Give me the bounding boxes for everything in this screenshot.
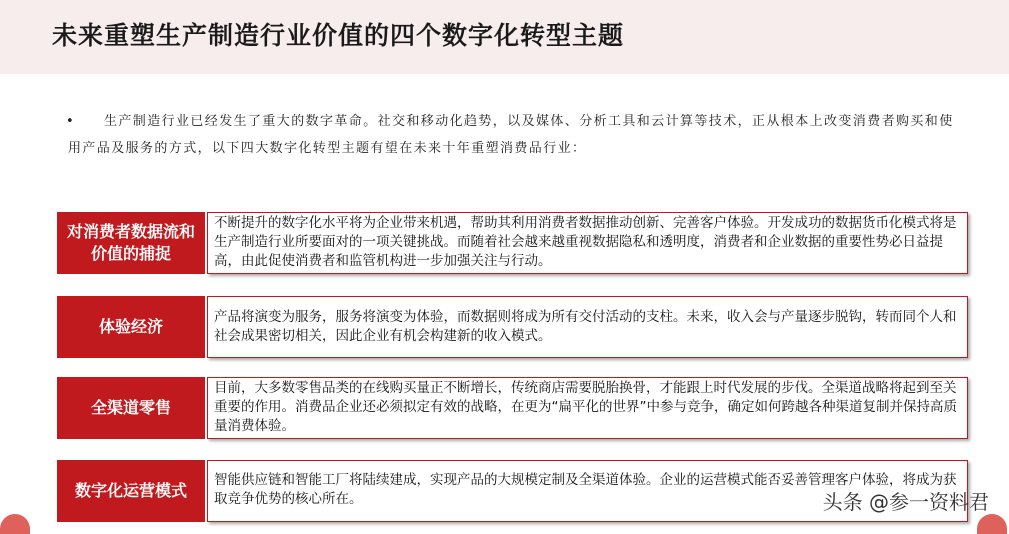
intro-text: 生产制造行业已经发生了重大的数字革命。社交和移动化趋势，以及媒体、分析工具和云计算等技术，正从根本上改变消费者购买和使用产品及服务的方式，以下四大数字化转型主题有望在未来十年重塑消费品行业： bbox=[68, 114, 954, 156]
theme-label-text: 体验经济 bbox=[98, 317, 163, 336]
theme-description: 不断提升的数字化水平将为企业带来机遇，帮助其利用消费者数据推动创新、完善客户体验。开发成功的数据货币化模式将是生产制造行业所要面对的一项关键挑战。而随着社会越来越重视数据隐私和透明度，消费者和企业数据的重要性势必日益提高，由此促使消费者和监管机构进一步加强关注与行动。 bbox=[214, 215, 957, 269]
theme-description-box bbox=[207, 212, 968, 274]
theme-label bbox=[57, 212, 205, 274]
theme-card-experience-economy bbox=[57, 296, 968, 358]
theme-description: 智能供应链和智能工厂将陆续建成，实现产品的大规模定制及全渠道体验。企业的运营模式能否妥善管理客户体验，将成为获取竞争优势的核心所在。 bbox=[214, 472, 957, 507]
theme-label bbox=[57, 460, 205, 522]
theme-label-text: 对消费者数据流和价值的捕捉 bbox=[67, 222, 196, 263]
theme-description: 目前，大多数零售品类的在线购买量正不断增长，传统商店需要脱胎换骨，才能跟上时代发展的步伐。全渠道战略将起到至关重要的作用。消费品企业还必须拟定有效的战略，在更为“扁平化的世界”中参与竞争，确定如何跨越各种渠道复制并保持高质量消费体验。 bbox=[214, 380, 957, 434]
theme-description: 产品将演变为服务，服务将演变为体验，而数据则将成为所有交付活动的支柱。未来，收入会与产量逐步脱钩，转而同个人和社会成果密切相关，因此企业有机会构建新的收入模式。 bbox=[214, 309, 957, 344]
theme-label bbox=[57, 296, 205, 358]
theme-card-data-capture bbox=[57, 212, 968, 274]
page-title: 未来重塑生产制造行业价值的四个数字化转型主题 bbox=[52, 21, 625, 50]
lantern-decoration bbox=[977, 514, 1007, 534]
intro-paragraph bbox=[68, 108, 958, 162]
theme-label-text: 全渠道零售 bbox=[90, 398, 171, 417]
theme-description-box bbox=[207, 377, 968, 439]
header-band bbox=[0, 0, 1009, 74]
bullet-icon: • bbox=[66, 114, 74, 129]
lantern-decoration bbox=[0, 514, 30, 534]
theme-card-omnichannel-retail bbox=[57, 377, 968, 439]
watermark-text: 头条 @参一资料君 bbox=[822, 490, 989, 514]
theme-label bbox=[57, 377, 205, 439]
theme-label-text: 数字化运营模式 bbox=[74, 481, 187, 500]
theme-description-box bbox=[207, 296, 968, 358]
